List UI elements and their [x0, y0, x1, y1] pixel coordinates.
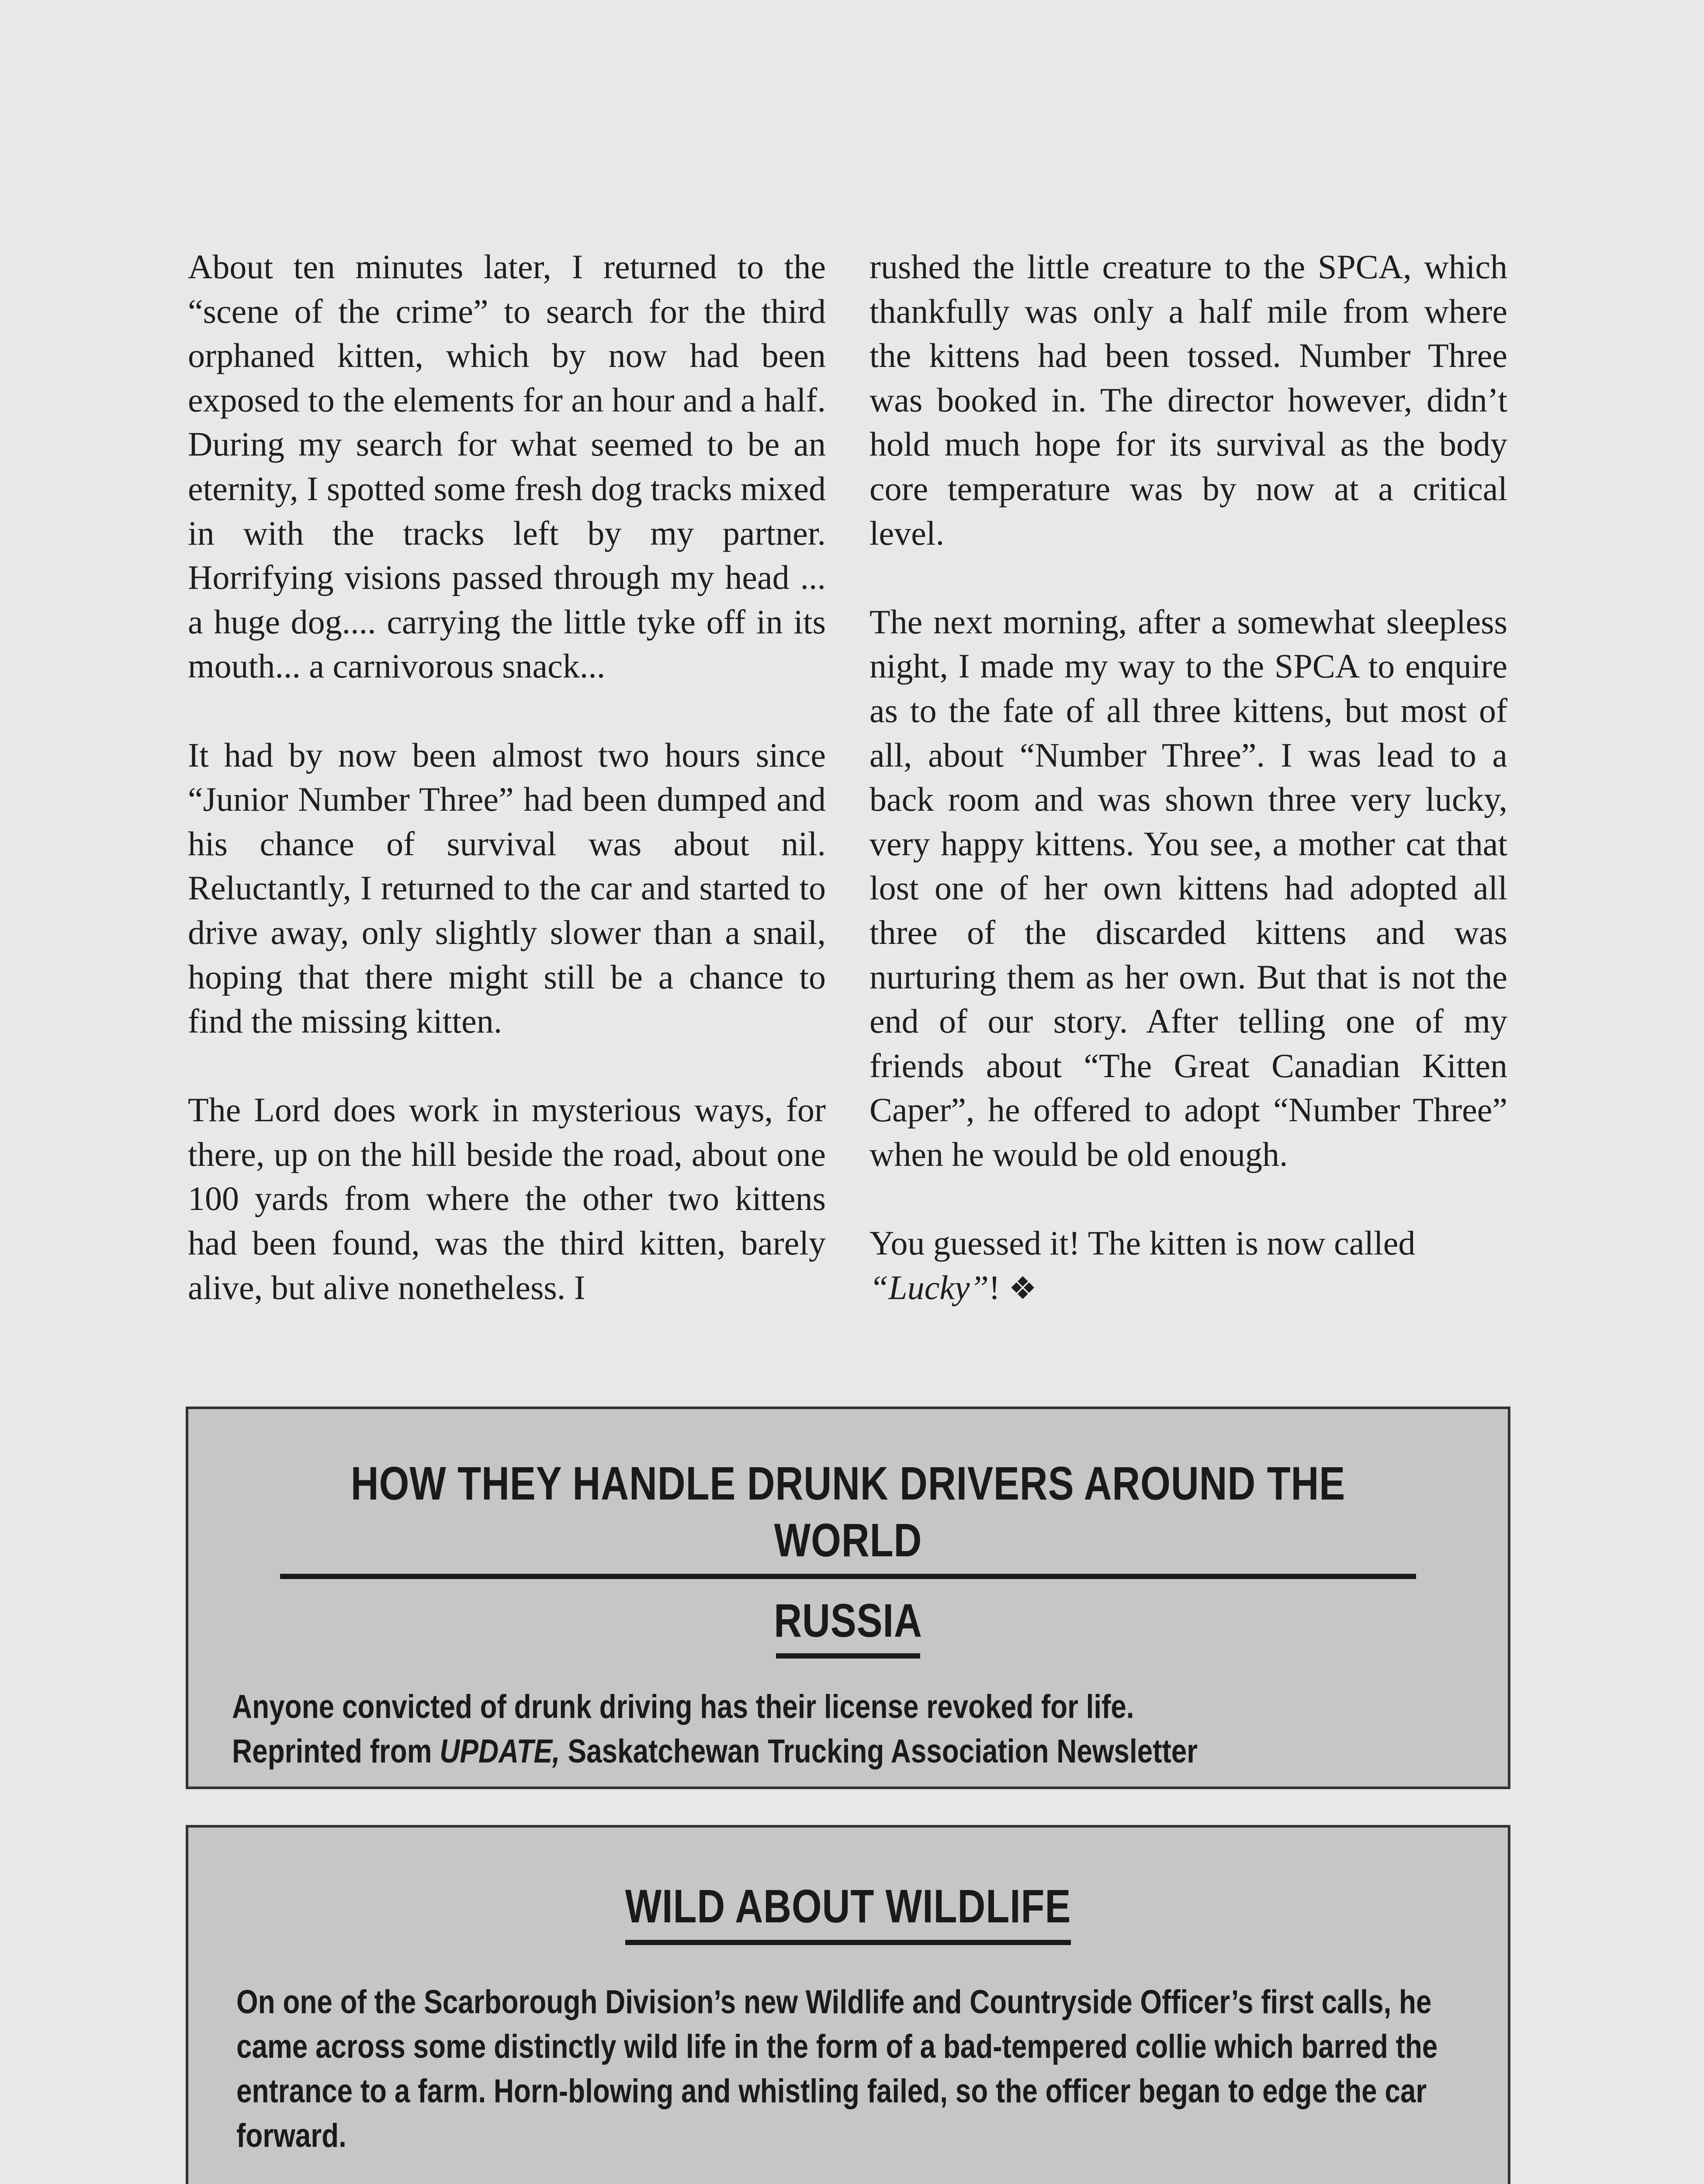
wild-box-title: WILD ABOUT WILDLIFE	[625, 1880, 1071, 1932]
credit-source: UPDATE,	[440, 1733, 560, 1770]
closing-text: You guessed it! The kitten is now called	[869, 1224, 1416, 1262]
wild-about-wildlife-box	[186, 1825, 1510, 2184]
drunk-box-title: HOW THEY HANDLE DRUNK DRIVERS AROUND THE WORLD	[350, 1457, 1346, 1566]
drunk-box-body	[232, 1685, 1454, 1774]
credit-suffix: Saskatchewan Trucking Association Newsletter	[568, 1733, 1198, 1770]
drunk-box-subtitle: RUSSIA	[774, 1594, 922, 1647]
article-paragraph: The Lord does work in mysterious ways, for there, up on the hill beside the road, about one 100 yards from where the other two kittens had been found, was the third kitten, barely alive, but alive nonetheless. I	[188, 1091, 826, 1306]
drunk-box-text: Anyone convicted of drunk driving has their license revoked for life.	[232, 1688, 1134, 1725]
article-paragraph: The next morning, after a somewhat sleepless night, I made my way to the SPCA to enquire as to the fate of all three kittens, but most of all, about “Number Three”. I was lead to a back room and was shown three very lucky, very happy kittens. You see, a mother cat that lost one of her own kittens had adopted all three of the discarded kittens and was nurturing them as her own. But that is not the end of our story. After telling one of my friends about “The Great Canadian Kitten Caper”, he offered to adopt “Number Three” when he would be old enough.	[869, 602, 1507, 1173]
article-paragraph: About ten minutes later, I returned to the “scene of the crime” to search for the third orphaned kitten, which by now had been exposed to the elements for an hour and a half. During my search for what seemed to be an eternity, I spotted some fresh dog tracks mixed in with the tracks left by my partner. Horrifying visions passed through my head ... a huge dog.... carrying the little tyke off in its mouth... a carnivorous snack...	[188, 248, 826, 685]
title-rule	[625, 1940, 1071, 1945]
drunk-drivers-box	[186, 1406, 1510, 1789]
article-right-column	[869, 245, 1507, 1311]
wild-box-paragraph: On one of the Scarborough Division’s new Wildlife and Countryside Officer’s first calls, he came across some distinctly wild life in the form of a bad-tempered collie which barred the entrance to a farm. Horn-blowing and whistling failed, so the officer began to edge the car forward.	[236, 1984, 1438, 2154]
article-left-column	[188, 245, 826, 1310]
subtitle-rule	[776, 1653, 920, 1659]
end-mark-icon: ❖	[1008, 1271, 1037, 1306]
closing-end: !	[989, 1268, 1000, 1306]
title-rule	[280, 1574, 1416, 1579]
wild-box-body	[236, 1980, 1458, 2184]
drunk-box-credit	[232, 1729, 1454, 1774]
article-closing	[869, 1221, 1507, 1311]
credit-prefix: Reprinted from	[232, 1733, 432, 1770]
closing-kitten-name: “Lucky”	[869, 1268, 989, 1306]
article-paragraph: It had by now been almost two hours since “Junior Number Three” had been dumped and his chance of survival was about nil. Reluctantly, I returned to the car and started to drive away, only slightly slower than a snail, hoping that there might still be a chance to find the missing kitten.	[188, 736, 826, 1040]
article-paragraph: rushed the little creature to the SPCA, which thankfully was only a half mile from where the kittens had been tossed. Number Three was booked in. The director however, didn’t hold much hope for its survival as the body core temperature was by now at a critical level.	[869, 248, 1507, 552]
